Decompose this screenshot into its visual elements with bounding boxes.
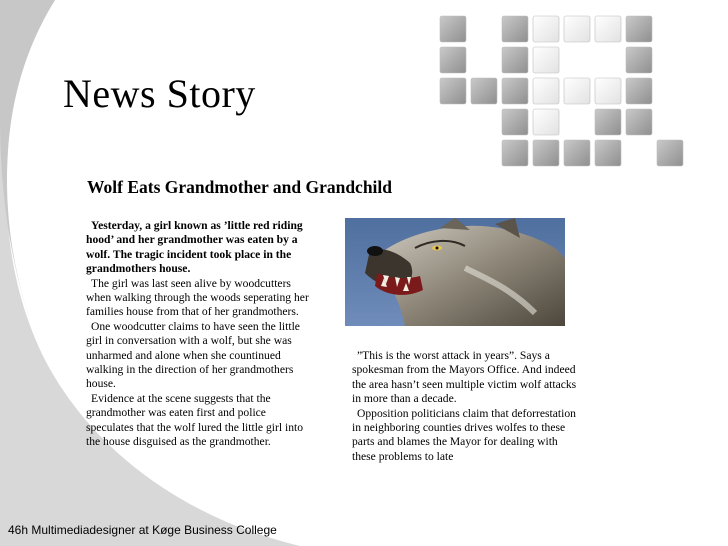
article-paragraph: Evidence at the scene suggests that the grandmother was eaten first and police speculates that the wolf lured the little girl into the house disguised as the grandmother.: [86, 391, 304, 449]
footer-credit: 46h Multimediadesigner at Køge Business College: [8, 523, 277, 537]
article-paragraph: Opposition politicians claim that deforrestation in neighboring counties drives wolfes to these parts and blames the Mayor for dealing with these problems to late: [352, 406, 576, 463]
decorative-tile: [502, 109, 528, 135]
article-paragraph: The girl was last seen alive by woodcutters when walking through the woods seperating her families house from that of her grandmothers.: [86, 276, 309, 319]
decorative-tile: [564, 78, 590, 104]
article-paragraph: ”This is the worst attack in years”. Says a spokesman from the Mayors Office. And indeed the area hasn’t seen multiple victim wolf attacks in more than a decade.: [352, 349, 577, 406]
decorative-tile: [595, 109, 621, 135]
decorative-tile: [533, 109, 559, 135]
decorative-tile: [626, 109, 652, 135]
decorative-tile: [626, 16, 652, 42]
decorative-tile: [657, 140, 683, 166]
article-right-column: [352, 349, 577, 464]
decorative-tile: [595, 140, 621, 166]
decorative-tile: [626, 78, 652, 104]
decorative-tile: [440, 16, 466, 42]
decorative-tile: [502, 47, 528, 73]
decorative-tile: [533, 16, 559, 42]
decorative-tile: [626, 47, 652, 73]
decorative-tile: [440, 47, 466, 73]
decorative-tile: [564, 140, 590, 166]
decorative-tile: [533, 47, 559, 73]
article-paragraph: Yesterday, a girl known as ’little red riding hood’ and her grandmother was eaten by a wolf. The tragic incident took place in the grandmothers house.: [86, 219, 303, 276]
article-left-column: [86, 219, 316, 450]
decorative-tile: [564, 16, 590, 42]
decorative-tile: [502, 16, 528, 42]
decorative-tile: [595, 16, 621, 42]
decorative-tile: [533, 78, 559, 104]
article-paragraph: One woodcutter claims to have seen the little girl in conversation with a wolf, but she was unharmed and alone when she countinued walking in the direction of her grandmothers house.: [86, 319, 300, 391]
decorative-tile: [440, 78, 466, 104]
decorative-tile: [533, 140, 559, 166]
wolf-photo: [345, 218, 565, 326]
slide-title: News Story: [63, 71, 256, 116]
decorative-tile: [471, 78, 497, 104]
decorative-tile: [595, 78, 621, 104]
decorative-tile: [502, 78, 528, 104]
decorative-tile: [502, 140, 528, 166]
article-headline: Wolf Eats Grandmother and Grandchild: [87, 177, 393, 197]
